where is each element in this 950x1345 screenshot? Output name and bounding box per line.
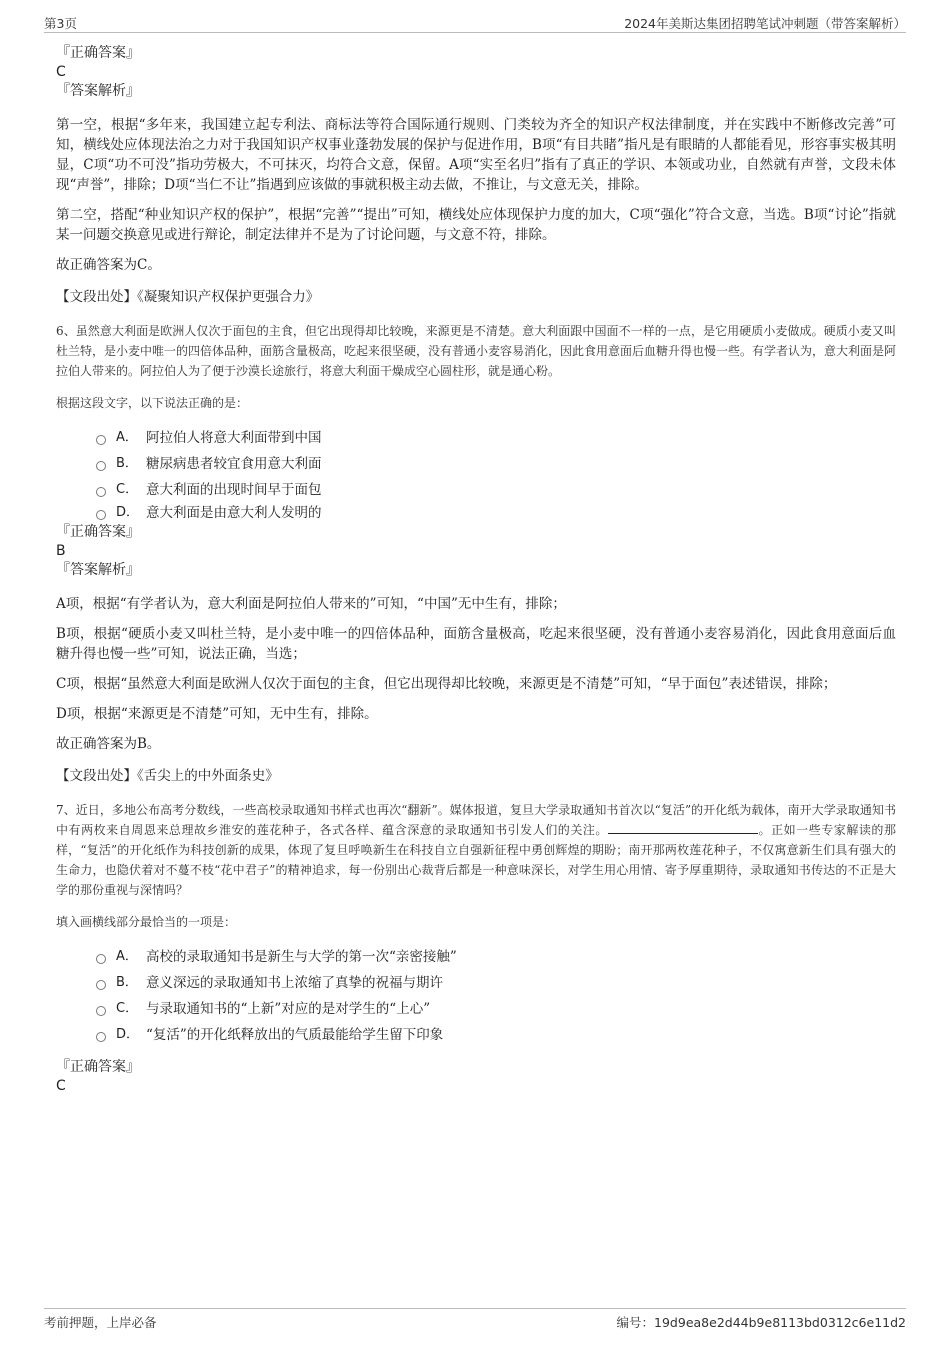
analysis-paragraph: A项，根据“有学者认为，意大利面是阿拉伯人带来的”可知，“中国”无中生有，排除； <box>56 596 566 612</box>
page-header <box>44 14 906 33</box>
question-prompt: 根据这段文字，以下说法正确的是： <box>56 396 249 410</box>
fill-in-blank <box>608 821 758 834</box>
radio-icon[interactable] <box>96 510 106 520</box>
option-b[interactable]: B． 糖尿病患者较宜食用意大利面 <box>96 451 896 477</box>
correct-answer: B <box>56 543 66 559</box>
correct-answer-label: 『正确答案』 <box>56 524 140 540</box>
analysis-paragraph: 第一空，根据“多年来，我国建立起专利法、商标法等符合国际通行规则、门类较为齐全的知识产权法律制度，并在实践中不断修改完善”可知，横线处应体现法治之力对于我国知识产权事业蓬勃发展的保护与促进作用，B项“有目共睹”指凡是有眼睛的人都能看见，形容事实极其明显，C项“功不可没”指功劳极大，不可抹灭，均符合文意，保留。A项“实至名归”指有了真正的学识、本领或功业，自然就有声誉，文段未体现“声誉”，排除；D项“当仁不让”指遇到应该做的事就积极主动去做，不推让，与文意无关，排除。 <box>56 117 896 193</box>
analysis-paragraph: D项，根据“来源更是不清楚”可知，无中生有，排除。 <box>56 706 378 722</box>
document-title: 2024年美斯达集团招聘笔试冲刺题（带答案解析） <box>624 16 906 31</box>
analysis-conclusion: 故正确答案为C。 <box>56 257 161 273</box>
analysis-label: 『答案解析』 <box>56 83 140 99</box>
footer-slogan: 考前押题，上岸必备 <box>44 1315 157 1330</box>
source-citation: 【文段出处】《凝聚知识产权保护更强合力》 <box>56 289 320 305</box>
correct-answer: C <box>56 1078 66 1094</box>
correct-answer-label: 『正确答案』 <box>56 1059 140 1075</box>
option-b[interactable]: B． 意义深远的录取通知书上浓缩了真挚的祝福与期许 <box>96 970 896 996</box>
radio-icon[interactable] <box>96 980 106 990</box>
analysis-conclusion: 故正确答案为B。 <box>56 736 161 752</box>
radio-icon[interactable] <box>96 487 106 497</box>
option-a[interactable]: A． 高校的录取通知书是新生与大学的第一次“亲密接触” <box>96 944 896 970</box>
radio-icon[interactable] <box>96 1006 106 1016</box>
option-list <box>96 944 896 1048</box>
analysis-paragraph: C项，根据“虽然意大利面是欧洲人仅次于面包的主食，但它出现得却比较晚，来源更是不清楚”可知，“早于面包”表述错误，排除； <box>56 676 837 692</box>
page-number: 第3页 <box>44 16 77 31</box>
analysis-paragraph: B项，根据“硬质小麦又叫杜兰特，是小麦中唯一的四倍体品种，面筋含量极高，吃起来很坚硬，没有普通小麦容易消化，因此食用意面后血糖升得也慢一些”可知，说法正确，当选； <box>56 626 896 662</box>
option-d[interactable]: D． 意大利面是由意大利人发明的 <box>96 503 896 523</box>
option-list <box>96 425 896 523</box>
question-text: 6、虽然意大利面是欧洲人仅次于面包的主食，但它出现得却比较晚，来源更是不清楚。意大利面跟中国面不一样的一点，是它用硬质小麦做成。硬质小麦又叫杜兰特，是小麦中唯一的四倍体品种，面筋含量极高，吃起来很坚硬，没有普通小麦容易消化，因此食用意面后血糖升得也慢一些。有学者认为，意大利面是阿拉伯人带来的。阿拉伯人为了便于沙漠长途旅行，将意大利面干燥成空心圆柱形，就是通心粉。 <box>56 324 897 378</box>
radio-icon[interactable] <box>96 461 106 471</box>
analysis-label: 『答案解析』 <box>56 562 140 578</box>
source-citation: 【文段出处】《舌尖上的中外面条史》 <box>56 768 279 784</box>
option-a[interactable]: A． 阿拉伯人将意大利面带到中国 <box>96 425 896 451</box>
analysis-paragraph: 第二空，搭配“种业知识产权的保护”，根据“完善”“提出”可知，横线处应体现保护力度的加大，C项“强化”符合文意，当选。B项“讨论”指就某一问题交换意见或进行辩论，制定法律并不是为了讨论问题，与文意不符，排除。 <box>56 207 896 243</box>
correct-answer-label: 『正确答案』 <box>56 45 140 61</box>
page-footer <box>44 1308 906 1330</box>
radio-icon[interactable] <box>96 954 106 964</box>
page-content <box>56 44 896 1096</box>
correct-answer: C <box>56 64 66 80</box>
radio-icon[interactable] <box>96 435 106 445</box>
question-text: 7、近日，多地公布高考分数线，一些高校录取通知书样式也再次“翻新”。媒体报道，复旦大学录取通知书首次以“复活”的开化纸为载体，南开大学录取通知书中有两枚来自周恩来总理故乡淮安的莲花种子，各式各样、蕴含深意的录取通知书引发人们的关注。 。正如一些专家解读的那样，“复活”的开化纸作为科技创新的成果，体现了复旦呼唤新生在科技自立自强新征程中勇创辉煌的期盼；南开那两枚莲花种子，不仅寓意新生们具有强大的生命力，也隐伏着对不蔓不枝“花中君子”的精神追求，每一份别出心裁背后都是一种意味深长，对学生用心用情、寄予厚重期待，录取通知书传达的不正是大学的那份重视与深情吗？ <box>56 803 896 897</box>
option-c[interactable]: C． 与录取通知书的“上新”对应的是对学生的“上心” <box>96 996 896 1022</box>
document-code: 编号：19d9ea8e2d44b9e8113bd0312c6e11d2 <box>616 1315 906 1330</box>
option-d[interactable]: D． “复活”的开化纸释放出的气质最能给学生留下印象 <box>96 1022 896 1048</box>
question-prompt: 填入画横线部分最恰当的一项是： <box>56 915 237 929</box>
radio-icon[interactable] <box>96 1032 106 1042</box>
option-c[interactable]: C． 意大利面的出现时间早于面包 <box>96 477 896 503</box>
